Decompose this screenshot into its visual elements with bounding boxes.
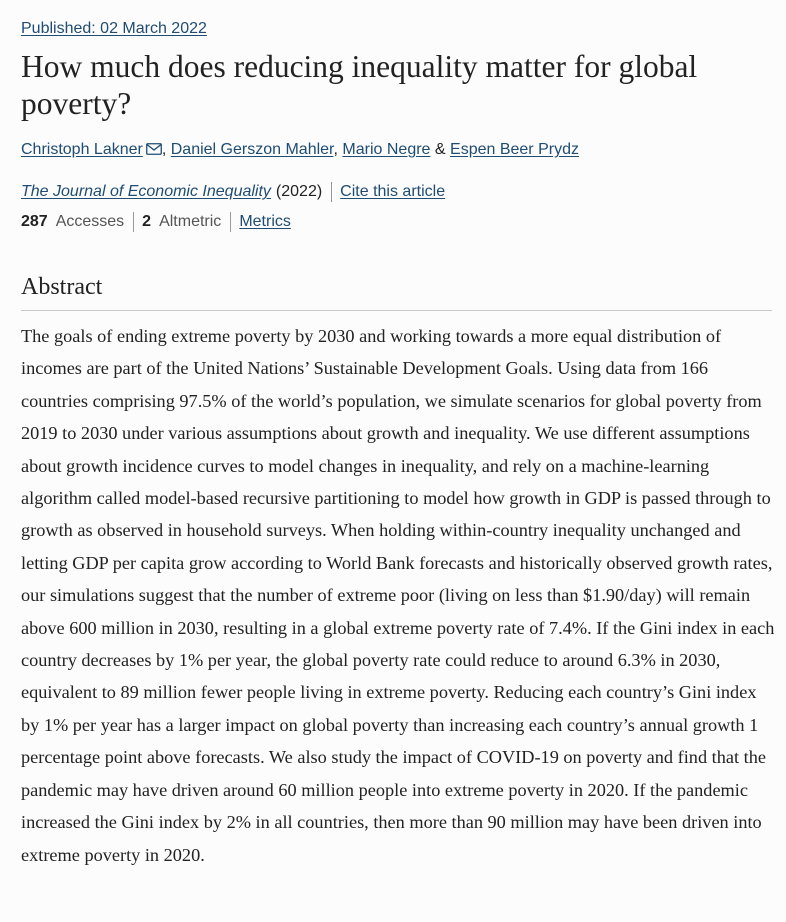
cite-article-link[interactable]: Cite this article — [340, 183, 446, 200]
article-metrics — [21, 212, 291, 232]
email-icon[interactable] — [146, 143, 162, 155]
accesses-label: Accesses — [55, 213, 125, 230]
author-link-1[interactable]: Christoph Lakner — [21, 141, 143, 158]
published-date-link[interactable]: Published: 02 March 2022 — [21, 20, 207, 37]
author-separator: , — [333, 141, 338, 158]
divider — [331, 182, 332, 202]
author-separator: & — [434, 141, 446, 158]
journal-link[interactable]: The Journal of Economic Inequality — [21, 183, 271, 200]
accesses-count: 287 — [21, 213, 48, 230]
altmetric-label: Altmetric — [159, 213, 222, 230]
author-separator: , — [161, 141, 167, 158]
journal-citation — [21, 182, 445, 202]
abstract-heading: Abstract — [21, 274, 103, 300]
divider — [133, 212, 134, 232]
author-link-2[interactable]: Daniel Gerszon Mahler — [170, 141, 334, 158]
abstract-divider — [21, 310, 772, 311]
author-link-4[interactable]: Espen Beer Prydz — [450, 141, 579, 158]
author-list — [21, 141, 579, 159]
abstract-text: The goals of ending extreme poverty by 2030 and working towards a more equal distribution of incomes are part of the United Nations’ Sustainable Development Goals. Using data from 166 countries comprising 97.5% of the world’s population, we simulate scenarios for global poverty from 2019 to 2030 under various assumptions about growth and inequality. We use different assumptions about growth incidence curves to model changes in inequality, and rely on a machine-learning algorithm called model-based recursive partitioning to model how growth in GDP is passed through to growth as observed in household surveys. When holding within-country inequality unchanged and letting GDP per capita grow according to World Bank forecasts and historically observed growth rates, our simulations suggest that the number of extreme poor (living on less than $1.90/day) will remain above 600 million in 2030, resulting in a global extreme poverty rate of 7.4%. If the Gini index in each country decreases by 1% per year, the global poverty rate could reduce to around 6.3% in 2030, equivalent to 89 million fewer people living in extreme poverty. Reducing each country’s Gini index by 1% per year has a larger impact on global poverty than increasing each country’s annual growth 1 percentage point above forecasts. We also study the impact of COVID-19 on poverty and find that the pandemic may have driven around 60 million people into extreme poverty in 2020. If the pandemic increased the Gini index by 2% in all countries, then more than 90 million may have been driven into extreme poverty in 2020. — [21, 326, 775, 865]
altmetric-count: 2 — [142, 213, 152, 230]
publication-year: (2022) — [275, 183, 323, 200]
article-title: How much does reducing inequality matter for global poverty? — [21, 49, 698, 121]
metrics-link[interactable]: Metrics — [239, 213, 291, 230]
author-link-3[interactable]: Mario Negre — [342, 141, 431, 158]
divider — [230, 212, 231, 232]
